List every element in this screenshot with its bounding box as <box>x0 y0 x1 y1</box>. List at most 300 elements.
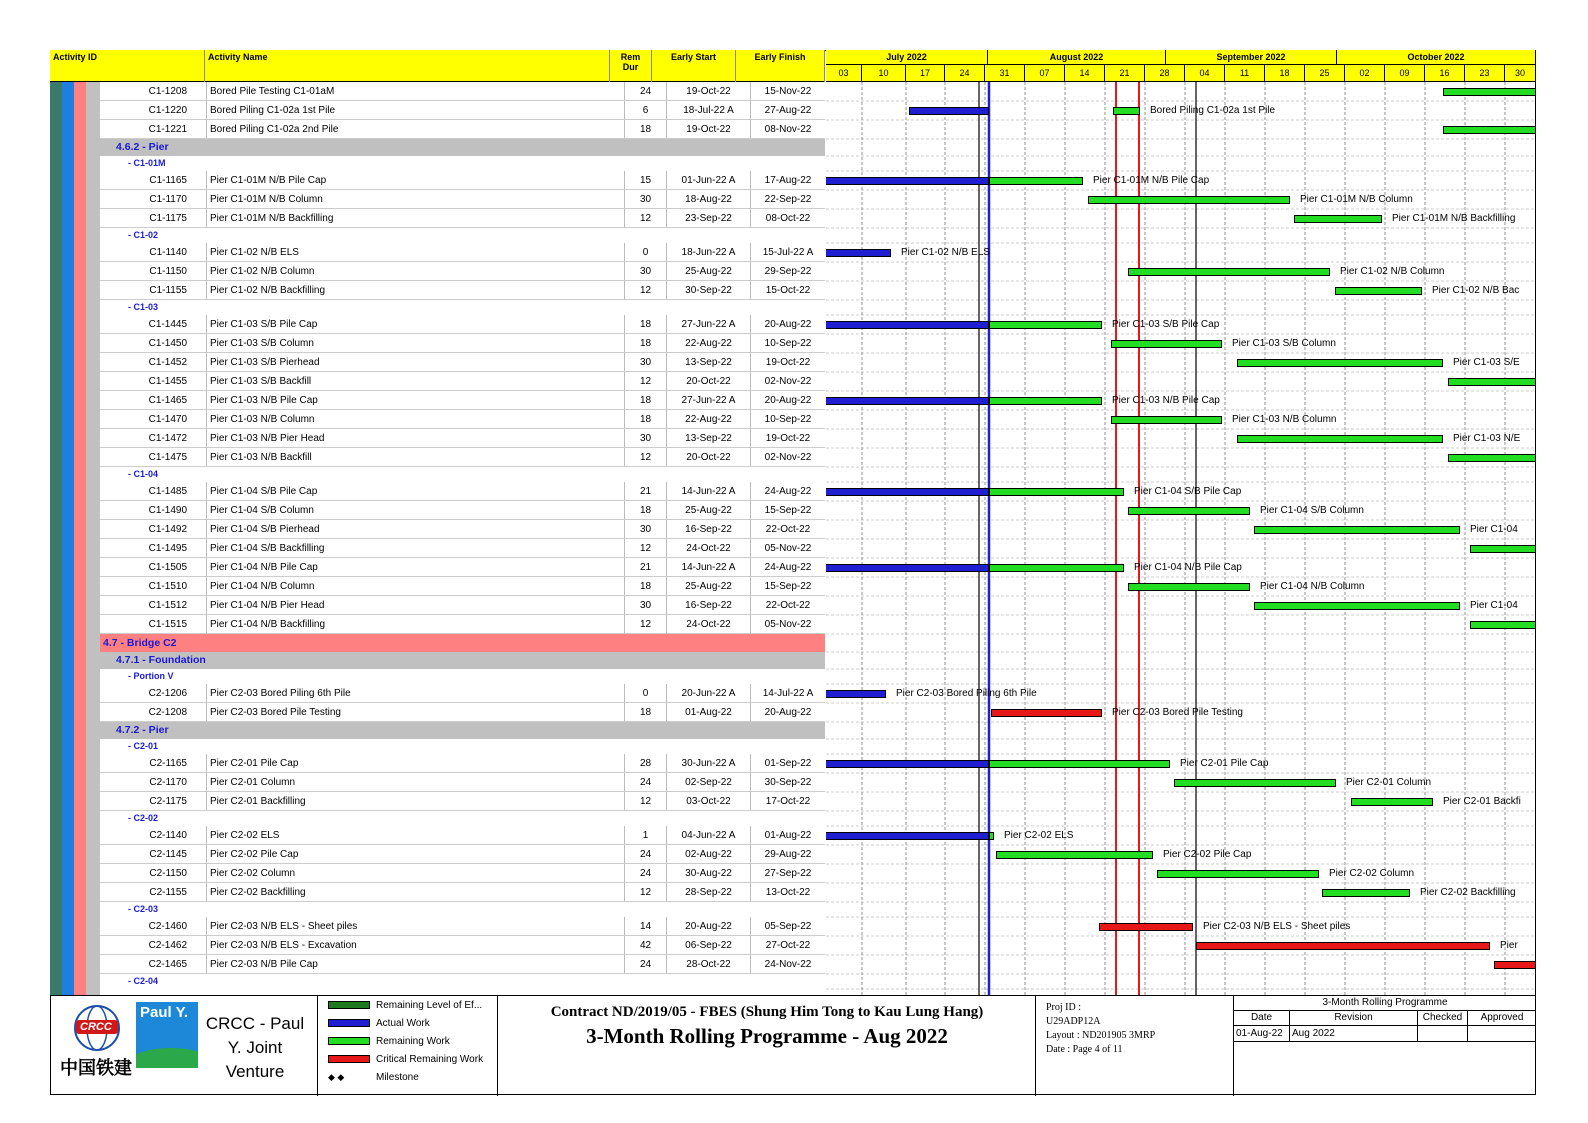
activity-row[interactable] <box>100 684 825 703</box>
rem-dur: 24 <box>624 845 666 863</box>
activity-id: C1-1465 <box>148 395 187 406</box>
early-finish: 02-Nov-22 <box>750 372 825 390</box>
activity-row[interactable] <box>100 917 825 936</box>
activity-id: C1-1475 <box>148 452 187 463</box>
activity-id: C2-1170 <box>149 777 187 788</box>
early-start: 01-Jun-22 A <box>666 171 750 189</box>
actual-work-bar[interactable] <box>826 832 989 840</box>
actual-work-bar[interactable] <box>826 321 989 329</box>
activity-row[interactable] <box>100 615 825 634</box>
activity-name: Pier C1-04 N/B Column <box>206 577 624 595</box>
month-label: July 2022 <box>826 50 988 65</box>
activity-id: C2-1145 <box>149 849 187 860</box>
rev-date: 01-Aug-22 <box>1234 1026 1290 1042</box>
activity-name: Pier C1-03 N/B Column <box>206 410 624 428</box>
activity-id: C1-1485 <box>148 486 187 497</box>
activity-id: C2-1155 <box>149 887 187 898</box>
remaining-work-bar[interactable] <box>1113 107 1140 115</box>
rev-header-approved: Approved <box>1468 1010 1536 1026</box>
remaining-work-bar[interactable] <box>1448 378 1536 386</box>
rem-dur: 30 <box>624 520 666 538</box>
activity-row[interactable] <box>100 539 825 558</box>
activity-id: C2-1465 <box>148 959 187 970</box>
early-finish: 24-Aug-22 <box>750 482 825 500</box>
activity-row[interactable] <box>100 955 825 974</box>
band-wbs-3 <box>74 82 86 995</box>
activity-row[interactable] <box>100 936 825 955</box>
early-finish: 17-Aug-22 <box>750 171 825 189</box>
rem-dur: 0 <box>624 243 666 261</box>
layout-label: Layout : ND201905 3MRP <box>1046 1030 1156 1041</box>
activity-name: Pier C1-02 N/B Column <box>206 262 624 280</box>
wbs-group-row[interactable] <box>100 139 825 156</box>
remaining-work-bar[interactable] <box>989 488 1124 496</box>
bar-label: Pier C1-04 <box>1470 524 1518 535</box>
rem-dur: 21 <box>624 558 666 576</box>
col-early-finish[interactable]: Early Finish <box>736 50 825 82</box>
remaining-work-bar[interactable] <box>989 832 994 840</box>
early-finish: 01-Sep-22 <box>750 754 825 772</box>
bar-label: Pier C1-01M N/B Backfilling <box>1392 213 1516 224</box>
activity-row[interactable] <box>100 372 825 391</box>
activity-name: Pier C1-01M N/B Pile Cap <box>206 171 624 189</box>
activity-row[interactable] <box>100 315 825 334</box>
bar-label: Pier C2-01 Backfi <box>1443 796 1521 807</box>
bar-label: Pier C1-04 N/B Pile Cap <box>1134 562 1242 573</box>
activity-name: Pier C1-03 N/B Pile Cap <box>206 391 624 409</box>
remaining-work-bar[interactable] <box>1111 416 1222 424</box>
timescale-header <box>826 50 1536 82</box>
wbs-group-row[interactable] <box>100 811 825 826</box>
col-early-start[interactable]: Early Start <box>652 50 736 82</box>
early-start: 24-Oct-22 <box>666 539 750 557</box>
activity-row[interactable] <box>100 792 825 811</box>
remaining-work-bar[interactable] <box>1470 621 1536 629</box>
activity-row[interactable] <box>100 353 825 372</box>
activity-row[interactable] <box>100 209 825 228</box>
bar-label: Bored Piling C1-02a 1st Pile <box>1150 105 1276 116</box>
legend-item <box>328 1036 450 1047</box>
activity-name: Pier C1-04 S/B Backfilling <box>206 539 624 557</box>
activity-name: Pier C1-04 N/B Pile Cap <box>206 558 624 576</box>
early-start: 18-Jun-22 A <box>666 243 750 261</box>
activity-row[interactable] <box>100 596 825 615</box>
activity-row[interactable] <box>100 262 825 281</box>
early-finish: 05-Nov-22 <box>750 539 825 557</box>
early-start: 24-Oct-22 <box>666 615 750 633</box>
remaining-work-bar[interactable] <box>1128 268 1330 276</box>
table-header <box>50 50 825 82</box>
rem-dur: 18 <box>624 703 666 721</box>
actual-work-bar[interactable] <box>909 107 989 115</box>
remaining-work-bar[interactable] <box>1254 602 1460 610</box>
activity-id: C1-1170 <box>149 194 187 205</box>
bar-label: Pier C1-03 S/B Column <box>1232 338 1336 349</box>
bar-label: Pier C1-02 N/B ELS <box>901 247 990 258</box>
actual-work-bar[interactable] <box>826 564 989 572</box>
legend-swatch <box>328 1037 370 1045</box>
activity-row[interactable] <box>100 754 825 773</box>
week-label: 21 <box>1105 65 1145 81</box>
wbs-group-row[interactable] <box>100 300 825 315</box>
rem-dur: 21 <box>624 482 666 500</box>
wbs-group-label: 4.7 - Bridge C2 <box>103 637 177 649</box>
wbs-group-row[interactable] <box>100 634 825 652</box>
early-start: 14-Jun-22 A <box>666 558 750 576</box>
revision-box-title: 3-Month Rolling Programme <box>1234 996 1536 1011</box>
remaining-work-bar[interactable] <box>1174 779 1336 787</box>
week-label: 16 <box>1425 65 1465 81</box>
wbs-group-row[interactable] <box>100 669 825 684</box>
col-activity-name[interactable]: Activity Name <box>205 50 610 82</box>
activity-name: Pier C2-01 Pile Cap <box>206 754 624 772</box>
critical-work-bar[interactable] <box>1196 942 1490 950</box>
proj-id-value: U29ADP12A <box>1046 1016 1101 1027</box>
milestone-icon: ◆ ◆ <box>328 1072 345 1082</box>
activity-id: C2-1140 <box>149 830 187 841</box>
rem-dur: 30 <box>624 353 666 371</box>
activity-name: Pier C1-04 N/B Pier Head <box>206 596 624 614</box>
early-finish: 27-Aug-22 <box>750 101 825 119</box>
early-finish: 10-Sep-22 <box>750 334 825 352</box>
remaining-work-bar[interactable] <box>989 177 1083 185</box>
activity-row[interactable] <box>100 82 825 101</box>
early-finish: 15-Jul-22 A <box>750 243 825 261</box>
early-finish: 17-Oct-22 <box>750 792 825 810</box>
early-start: 20-Oct-22 <box>666 448 750 466</box>
wbs-group-row[interactable] <box>100 739 825 754</box>
remaining-work-bar[interactable] <box>1157 870 1319 878</box>
remaining-work-bar[interactable] <box>1237 435 1443 443</box>
early-finish: 14-Jul-22 A <box>750 684 825 702</box>
activity-id: C2-1460 <box>148 921 187 932</box>
activity-row[interactable] <box>100 190 825 209</box>
activity-row[interactable] <box>100 703 825 722</box>
activity-id: C2-1150 <box>149 868 187 879</box>
activity-row[interactable] <box>100 391 825 410</box>
week-label: 18 <box>1265 65 1305 81</box>
early-start: 20-Aug-22 <box>666 917 750 935</box>
legend-swatch <box>328 1019 370 1027</box>
activity-row[interactable] <box>100 243 825 262</box>
activity-name: Pier C2-02 Pile Cap <box>206 845 624 863</box>
wbs-group-row[interactable] <box>100 156 825 171</box>
activity-id: C1-1450 <box>148 338 187 349</box>
early-finish: 05-Nov-22 <box>750 615 825 633</box>
legend-label: Milestone <box>376 1072 419 1083</box>
activity-id: C1-1155 <box>149 285 187 296</box>
early-finish: 19-Oct-22 <box>750 353 825 371</box>
bar-label: Pier C2-01 Column <box>1346 777 1432 788</box>
bar-label: Pier C1-04 S/B Pile Cap <box>1134 486 1242 497</box>
activity-name: Pier C2-03 N/B Pile Cap <box>206 955 624 973</box>
actual-work-bar[interactable] <box>826 397 989 405</box>
rev-header-revision: Revision <box>1290 1010 1418 1026</box>
activity-name: Bored Piling C1-02a 2nd Pile <box>206 120 624 138</box>
week-label: 24 <box>945 65 985 81</box>
rev-approved <box>1468 1026 1536 1042</box>
remaining-work-bar[interactable] <box>1237 359 1443 367</box>
remaining-work-bar[interactable] <box>1128 507 1250 515</box>
title-block <box>50 995 1536 1095</box>
legend-swatch <box>328 1001 370 1009</box>
activity-row[interactable] <box>100 334 825 353</box>
activity-row[interactable] <box>100 171 825 190</box>
remaining-work-bar[interactable] <box>1443 88 1536 96</box>
activity-row[interactable] <box>100 410 825 429</box>
activity-row[interactable] <box>100 281 825 300</box>
pauly-logo-text: Paul Y. <box>140 1004 189 1021</box>
early-finish: 27-Sep-22 <box>750 864 825 882</box>
activity-id: C1-1455 <box>148 376 187 387</box>
activity-id: C2-1462 <box>148 940 187 951</box>
early-finish: 05-Sep-22 <box>750 917 825 935</box>
rem-dur: 18 <box>624 577 666 595</box>
bar-label: Pier C2-02 Column <box>1329 868 1415 879</box>
wbs-group-label: - C2-01 <box>128 741 159 751</box>
actual-work-bar[interactable] <box>826 249 891 257</box>
critical-work-bar[interactable] <box>1494 961 1536 969</box>
rem-dur: 18 <box>624 120 666 138</box>
activity-name: Pier C1-03 S/B Backfill <box>206 372 624 390</box>
activity-name: Bored Pile Testing C1-01aM <box>206 82 624 100</box>
early-finish: 29-Aug-22 <box>750 845 825 863</box>
early-finish: 15-Sep-22 <box>750 501 825 519</box>
logo-box <box>50 996 318 1096</box>
rem-dur: 12 <box>624 209 666 227</box>
remaining-work-bar[interactable] <box>1351 798 1433 806</box>
activity-id: C2-1165 <box>149 758 187 769</box>
band-wbs-2 <box>62 82 74 995</box>
remaining-work-bar[interactable] <box>1111 340 1222 348</box>
activity-row[interactable] <box>100 501 825 520</box>
week-label: 25 <box>1305 65 1345 81</box>
early-start: 27-Jun-22 A <box>666 391 750 409</box>
wbs-group-label: - C2-03 <box>128 904 159 914</box>
early-finish: 29-Sep-22 <box>750 262 825 280</box>
pauly-logo-swoosh <box>136 1048 198 1068</box>
rem-dur: 18 <box>624 334 666 352</box>
activity-name: Pier C1-04 S/B Pile Cap <box>206 482 624 500</box>
remaining-work-bar[interactable] <box>996 851 1153 859</box>
early-start: 30-Jun-22 A <box>666 754 750 772</box>
early-finish: 13-Oct-22 <box>750 883 825 901</box>
wbs-group-label: 4.7.1 - Foundation <box>116 654 206 666</box>
week-label: 10 <box>862 65 906 81</box>
early-start: 16-Sep-22 <box>666 520 750 538</box>
actual-work-bar[interactable] <box>826 760 989 768</box>
remaining-work-bar[interactable] <box>989 760 1170 768</box>
wbs-group-label: 4.7.2 - Pier <box>116 724 169 736</box>
activity-id: C1-1505 <box>148 562 187 573</box>
remaining-work-bar[interactable] <box>1470 545 1536 553</box>
remaining-work-bar[interactable] <box>1128 583 1250 591</box>
activity-name: Pier C1-03 N/B Backfill <box>206 448 624 466</box>
activity-name: Pier C2-03 N/B ELS - Excavation <box>206 936 624 954</box>
wbs-group-label: - C2-04 <box>128 976 159 986</box>
early-start: 28-Oct-22 <box>666 955 750 973</box>
remaining-work-bar[interactable] <box>989 564 1124 572</box>
week-label: 31 <box>985 65 1025 81</box>
activity-name: Pier C2-02 Backfilling <box>206 883 624 901</box>
activity-row[interactable] <box>100 120 825 139</box>
remaining-work-bar[interactable] <box>989 397 1102 405</box>
activity-row[interactable] <box>100 101 825 120</box>
actual-work-bar[interactable] <box>826 488 989 496</box>
legend-label: Actual Work <box>376 1018 430 1029</box>
joint-venture-name: CRCC - Paul Y. Joint Venture <box>205 1014 305 1081</box>
early-finish: 02-Nov-22 <box>750 448 825 466</box>
critical-work-bar[interactable] <box>991 709 1102 717</box>
wbs-group-label: - C1-02 <box>128 230 159 240</box>
activity-name: Pier C1-02 N/B ELS <box>206 243 624 261</box>
proj-id-label: Proj ID : <box>1046 1002 1081 1013</box>
activity-row[interactable] <box>100 864 825 883</box>
activity-id: C1-1515 <box>148 619 187 630</box>
early-start: 13-Sep-22 <box>666 353 750 371</box>
activity-id: C1-1510 <box>148 581 187 592</box>
legend-label: Critical Remaining Work <box>376 1054 484 1065</box>
activity-row[interactable] <box>100 482 825 501</box>
activity-id: C1-1220 <box>148 105 187 116</box>
activity-row[interactable] <box>100 448 825 467</box>
wbs-group-row[interactable] <box>100 228 825 243</box>
remaining-work-bar[interactable] <box>989 321 1102 329</box>
early-start: 04-Jun-22 A <box>666 826 750 844</box>
crcc-chinese-name: 中国铁建 <box>60 1058 132 1078</box>
activity-id: C2-1206 <box>148 688 187 699</box>
activity-row[interactable] <box>100 845 825 864</box>
early-start: 06-Sep-22 <box>666 936 750 954</box>
rem-dur: 12 <box>624 539 666 557</box>
early-finish: 08-Nov-22 <box>750 120 825 138</box>
rem-dur: 12 <box>624 281 666 299</box>
activity-row[interactable] <box>100 577 825 596</box>
rem-dur: 30 <box>624 429 666 447</box>
wbs-group-row[interactable] <box>100 722 825 739</box>
bar-label: Pier C1-03 S/E <box>1453 357 1520 368</box>
activity-row[interactable] <box>100 826 825 845</box>
early-finish: 22-Oct-22 <box>750 596 825 614</box>
early-start: 28-Sep-22 <box>666 883 750 901</box>
early-start: 22-Aug-22 <box>666 410 750 428</box>
early-start: 02-Sep-22 <box>666 773 750 791</box>
week-label: 23 <box>1465 65 1505 81</box>
legend-label: Remaining Level of Ef... <box>376 1000 483 1011</box>
remaining-work-bar[interactable] <box>1443 126 1536 134</box>
activity-id: C1-1452 <box>148 357 187 368</box>
activity-name: Pier C1-03 S/B Column <box>206 334 624 352</box>
rem-dur: 42 <box>624 936 666 954</box>
wbs-group-label: - Portion V <box>128 671 174 681</box>
remaining-work-bar[interactable] <box>1322 889 1410 897</box>
activity-name: Pier C2-01 Backfilling <box>206 792 624 810</box>
activity-name: Pier C1-03 S/B Pierhead <box>206 353 624 371</box>
remaining-work-bar[interactable] <box>1335 287 1422 295</box>
bar-label: Pier C1-04 <box>1470 600 1518 611</box>
rev-checked <box>1418 1026 1468 1042</box>
early-finish: 10-Sep-22 <box>750 410 825 428</box>
bar-label: Pier C1-03 S/B Pile Cap <box>1112 319 1220 330</box>
rem-dur: 18 <box>624 315 666 333</box>
page-label: Date : Page 4 of 11 <box>1046 1044 1123 1055</box>
early-start: 22-Aug-22 <box>666 334 750 352</box>
early-finish: 19-Oct-22 <box>750 429 825 447</box>
activity-name: Pier C2-02 ELS <box>206 826 624 844</box>
wbs-group-row[interactable] <box>100 902 825 917</box>
early-finish: 20-Aug-22 <box>750 391 825 409</box>
remaining-work-bar[interactable] <box>1254 526 1460 534</box>
early-start: 25-Aug-22 <box>666 577 750 595</box>
week-label: 28 <box>1145 65 1185 81</box>
bar-label: Pier C1-04 N/B Column <box>1260 581 1365 592</box>
critical-work-bar[interactable] <box>1099 923 1193 931</box>
actual-work-bar[interactable] <box>826 690 886 698</box>
wbs-group-label: - C1-04 <box>128 469 159 479</box>
wbs-group-row[interactable] <box>100 652 825 669</box>
activity-name: Pier C2-03 Bored Pile Testing <box>206 703 624 721</box>
activity-row[interactable] <box>100 773 825 792</box>
activity-name: Pier C1-01M N/B Column <box>206 190 624 208</box>
early-start: 13-Sep-22 <box>666 429 750 447</box>
actual-work-bar[interactable] <box>826 177 989 185</box>
activity-row[interactable] <box>100 558 825 577</box>
month-label: October 2022 <box>1337 50 1536 65</box>
pauly-logo <box>136 1002 198 1068</box>
remaining-work-bar[interactable] <box>1088 196 1290 204</box>
week-label: 17 <box>906 65 945 81</box>
activity-row[interactable] <box>100 520 825 539</box>
remaining-work-bar[interactable] <box>1294 215 1382 223</box>
remaining-work-bar[interactable] <box>1448 454 1536 462</box>
early-start: 16-Sep-22 <box>666 596 750 614</box>
col-rem-dur[interactable]: Rem Dur <box>610 50 652 82</box>
bar-label: Pier C1-02 N/B Bac <box>1432 285 1520 296</box>
activity-row[interactable] <box>100 883 825 902</box>
rem-dur: 18 <box>624 410 666 428</box>
col-activity-id[interactable]: Activity ID <box>50 50 205 82</box>
gantt-chart <box>826 82 1536 995</box>
activity-id: C1-1472 <box>148 433 187 444</box>
early-start: 25-Aug-22 <box>666 262 750 280</box>
rem-dur: 24 <box>624 955 666 973</box>
early-finish: 22-Oct-22 <box>750 520 825 538</box>
activity-row[interactable] <box>100 429 825 448</box>
activity-name: Pier C1-01M N/B Backfilling <box>206 209 624 227</box>
wbs-group-row[interactable] <box>100 467 825 482</box>
activity-name: Pier C1-03 N/B Pier Head <box>206 429 624 447</box>
legend-item <box>328 1072 419 1083</box>
early-start: 02-Aug-22 <box>666 845 750 863</box>
week-label: 07 <box>1025 65 1065 81</box>
crcc-logo-text: CRCC <box>80 1021 112 1033</box>
early-start: 14-Jun-22 A <box>666 482 750 500</box>
early-start: 18-Aug-22 <box>666 190 750 208</box>
week-label: 14 <box>1065 65 1105 81</box>
bar-label: Pier C2-02 ELS <box>1004 830 1074 841</box>
early-finish: 24-Nov-22 <box>750 955 825 973</box>
rem-dur: 12 <box>624 448 666 466</box>
wbs-group-row[interactable] <box>100 974 825 989</box>
week-label: 02 <box>1345 65 1385 81</box>
rem-dur: 15 <box>624 171 666 189</box>
activity-name: Pier C2-03 Bored Piling 6th Pile <box>206 684 624 702</box>
rev-revision: Aug 2022 <box>1290 1026 1418 1042</box>
bar-label: Pier C1-01M N/B Pile Cap <box>1093 175 1210 186</box>
activity-id: C1-1445 <box>148 319 187 330</box>
activity-name: Pier C1-03 S/B Pile Cap <box>206 315 624 333</box>
activity-id: C1-1208 <box>148 86 187 97</box>
